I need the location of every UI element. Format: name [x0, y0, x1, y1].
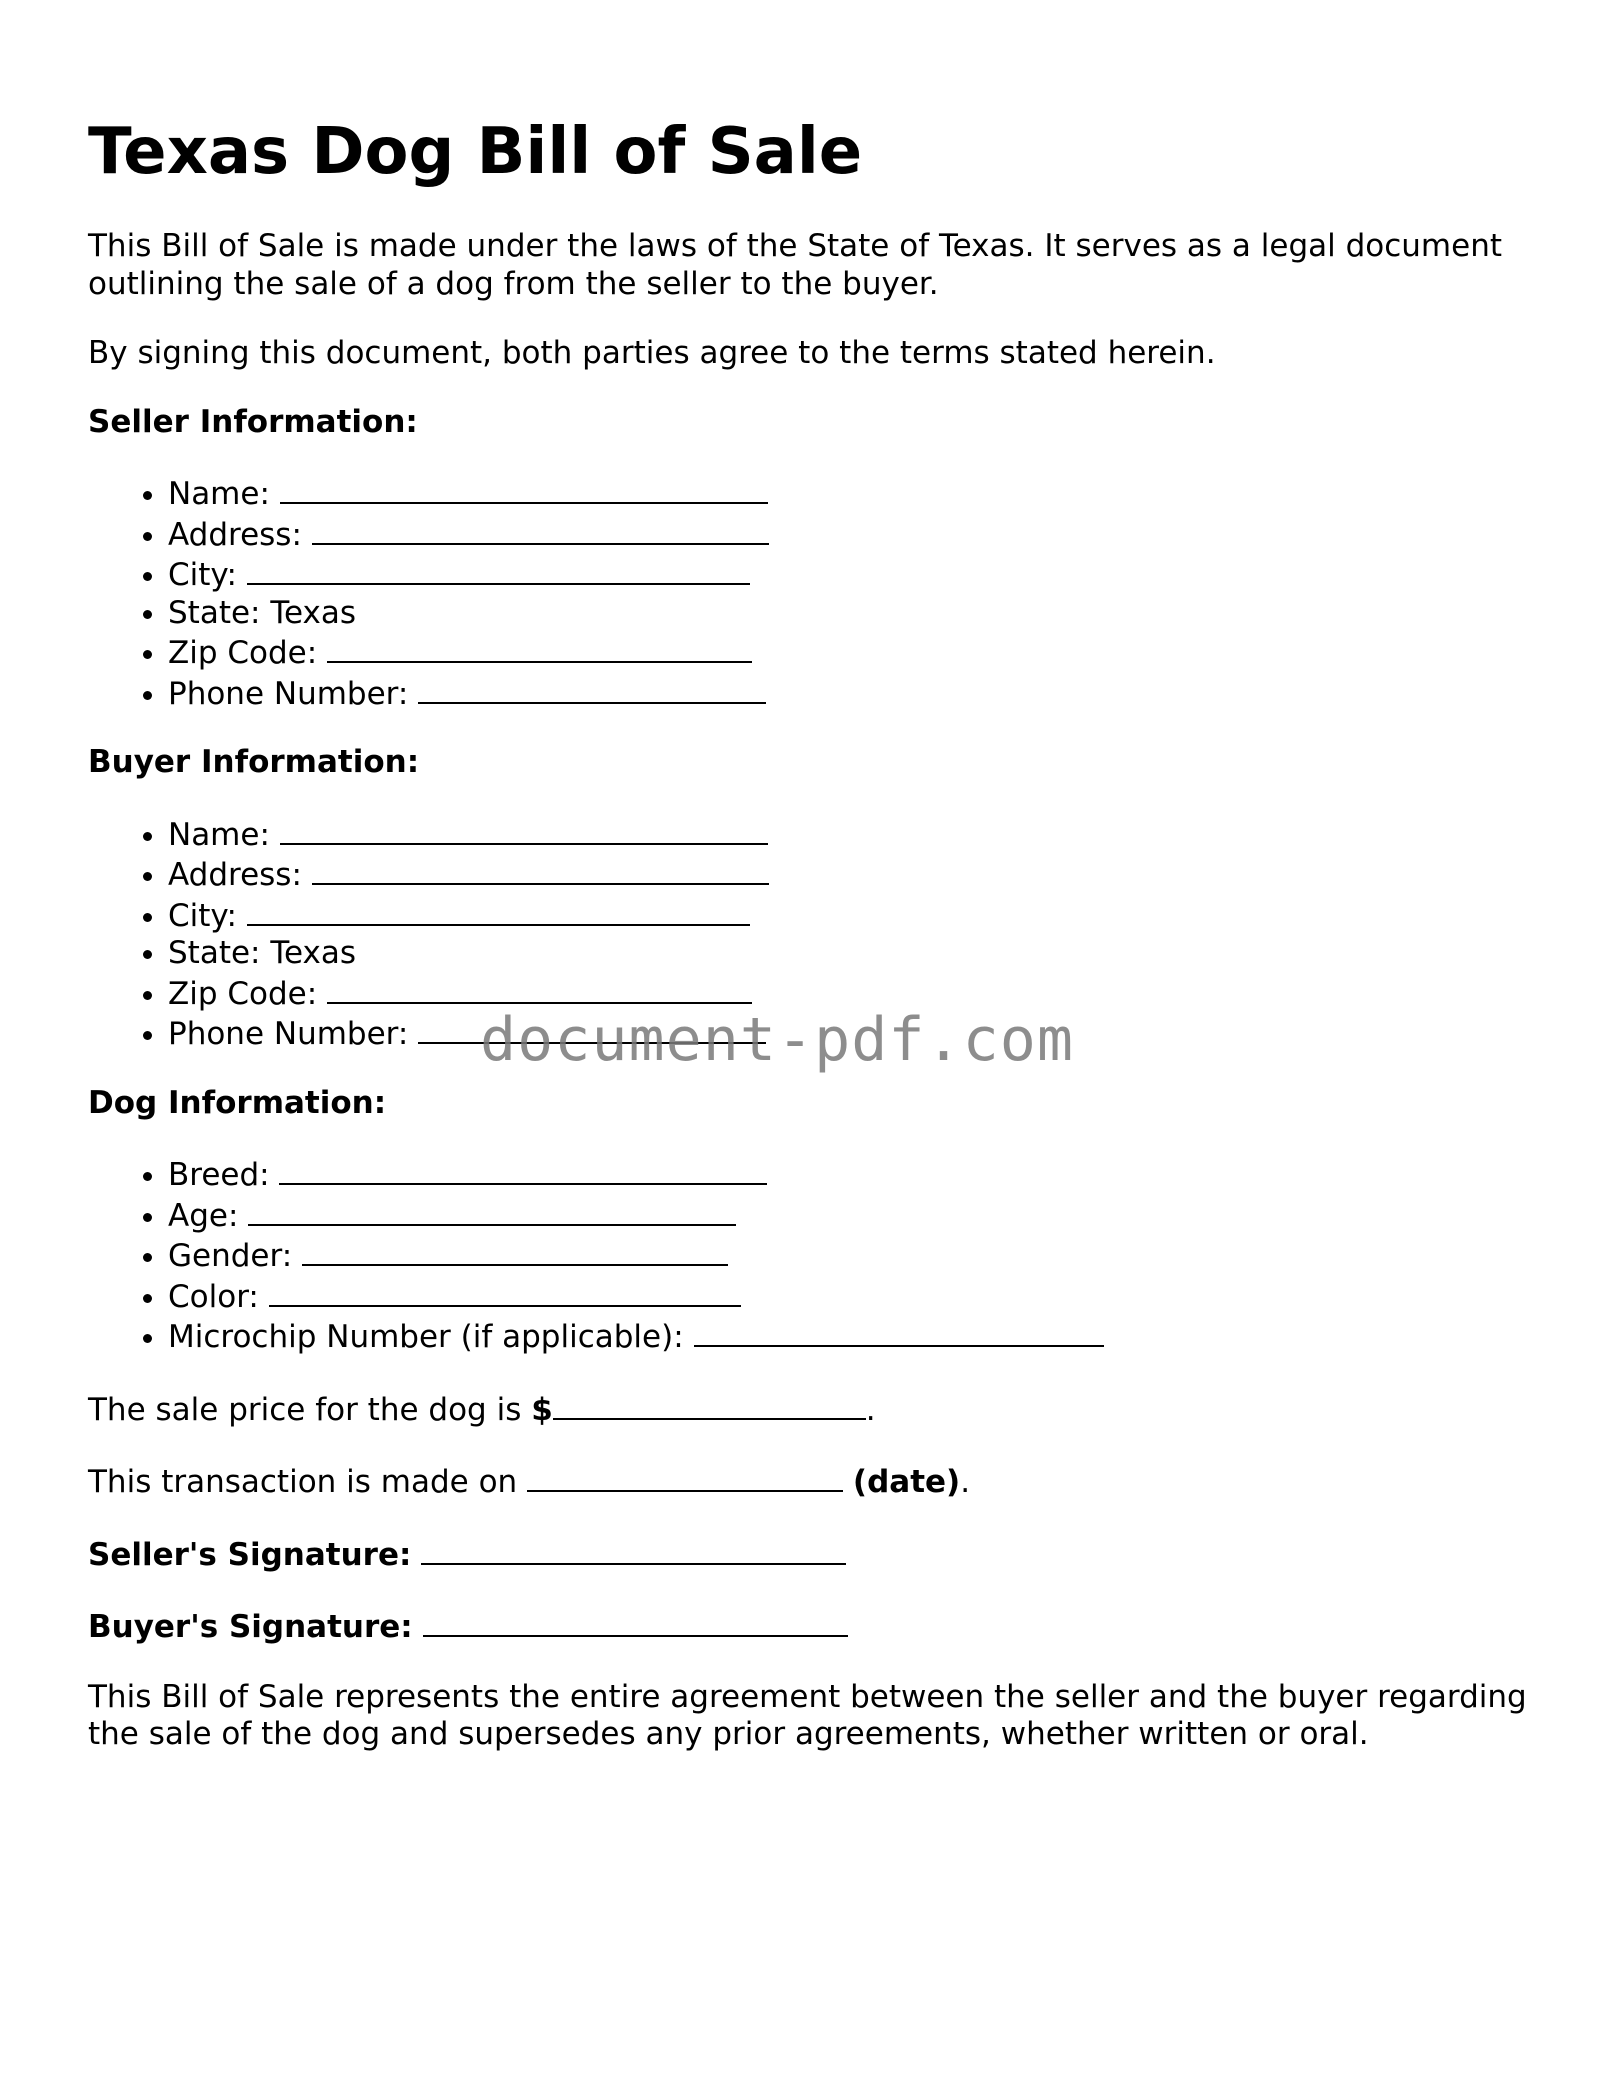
buyer-signature-blank[interactable]: [423, 1606, 848, 1637]
seller-city-blank[interactable]: [247, 554, 750, 585]
sale-price-line: The sale price for the dog is $ .: [88, 1389, 1538, 1430]
dog-microchip-field[interactable]: • Microchip Number (if applicable):: [168, 1316, 1538, 1357]
buyer-name-blank[interactable]: [280, 814, 768, 845]
dog-age-blank[interactable]: [248, 1195, 736, 1226]
seller-name-field[interactable]: • Name:: [168, 473, 1538, 514]
currency-symbol: $: [531, 1391, 553, 1428]
transaction-date-blank[interactable]: [527, 1461, 843, 1492]
document-title: Texas Dog Bill of Sale: [88, 115, 863, 189]
seller-zip-field[interactable]: • Zip Code:: [168, 632, 1538, 673]
buyer-heading: Buyer Information:: [88, 744, 420, 780]
dog-age-field[interactable]: • Age:: [168, 1195, 1538, 1236]
seller-zip-blank[interactable]: [327, 632, 752, 663]
buyer-address-blank[interactable]: [312, 854, 769, 885]
dog-color-blank[interactable]: [269, 1276, 741, 1307]
transaction-date-line: This transaction is made on (date).: [88, 1461, 1538, 1502]
dog-microchip-blank[interactable]: [694, 1316, 1104, 1347]
closing-paragraph: This Bill of Sale represents the entire agreement between the seller and the buyer regarding the sale of the dog and supersedes any prior agreements, whether written or oral.: [88, 1678, 1527, 1752]
buyer-phone-field[interactable]: • Phone Number:: [168, 1013, 1538, 1054]
buyer-name-field[interactable]: • Name:: [168, 814, 1538, 855]
seller-state-field: • State: Texas: [168, 595, 1538, 633]
seller-fields: [88, 473, 1538, 713]
document-page: [88, 108, 1538, 1754]
dog-color-field[interactable]: • Color:: [168, 1276, 1538, 1317]
buyer-city-blank[interactable]: [247, 895, 750, 926]
seller-city-field[interactable]: • City:: [168, 554, 1538, 595]
buyer-address-field[interactable]: • Address:: [168, 854, 1538, 895]
seller-phone-field[interactable]: • Phone Number:: [168, 673, 1538, 714]
buyer-city-field[interactable]: • City:: [168, 895, 1538, 936]
dog-breed-blank[interactable]: [279, 1154, 767, 1185]
buyer-signature-line: Buyer's Signature:: [88, 1606, 1538, 1647]
seller-address-blank[interactable]: [312, 514, 769, 545]
dog-fields: [88, 1154, 1538, 1357]
dog-gender-field[interactable]: • Gender:: [168, 1235, 1538, 1276]
buyer-state-field: • State: Texas: [168, 935, 1538, 973]
watermark: document-pdf.com: [480, 1005, 1074, 1075]
seller-heading: Seller Information:: [88, 403, 418, 440]
agreement-paragraph: By signing this document, both parties agree to the terms stated herein.: [88, 335, 1216, 371]
seller-phone-blank[interactable]: [418, 673, 766, 704]
seller-address-field[interactable]: • Address:: [168, 514, 1538, 555]
seller-name-blank[interactable]: [280, 473, 768, 504]
dog-breed-field[interactable]: • Breed:: [168, 1154, 1538, 1195]
dog-gender-blank[interactable]: [302, 1235, 728, 1266]
seller-signature-line: Seller's Signature:: [88, 1534, 1538, 1575]
buyer-zip-field[interactable]: • Zip Code:: [168, 973, 1538, 1014]
seller-signature-blank[interactable]: [421, 1534, 846, 1565]
buyer-zip-blank[interactable]: [327, 973, 752, 1004]
sale-price-blank[interactable]: [553, 1389, 866, 1420]
intro-paragraph: This Bill of Sale is made under the laws of the State of Texas. It serves as a legal document outlining the sale of a dog from the seller to the buyer.: [88, 228, 1502, 302]
dog-heading: Dog Information:: [88, 1084, 387, 1121]
